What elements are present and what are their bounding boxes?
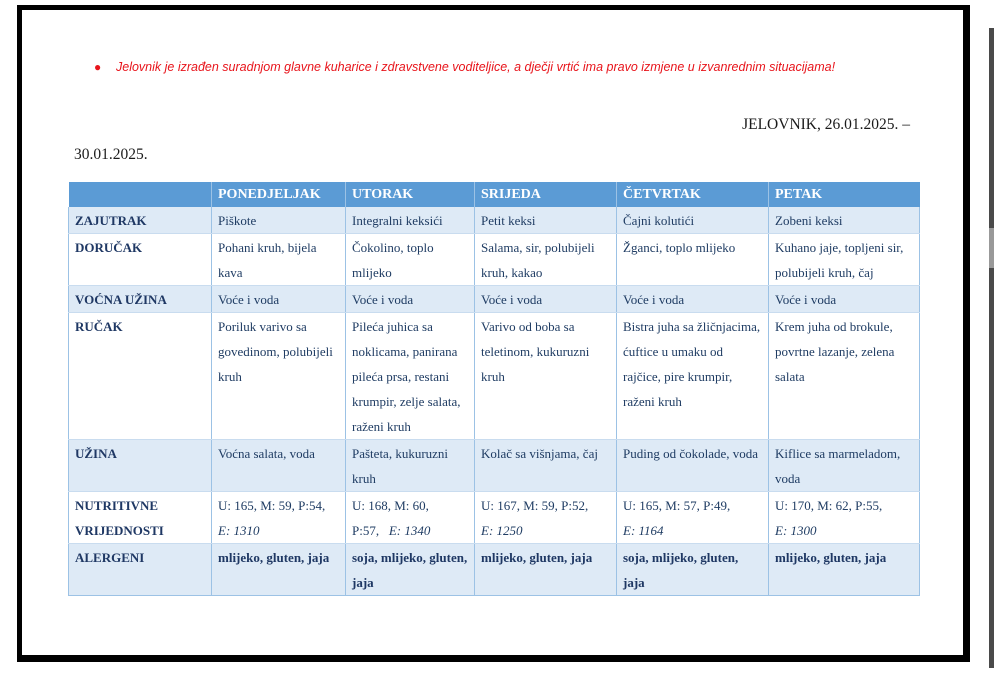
table-cell: Varivo od boba sa teletinom, kukuruzni kruh bbox=[475, 313, 617, 440]
table-row-nutritivne bbox=[69, 492, 920, 544]
nutrient-values: U: 165, M: 59, P:54, bbox=[218, 498, 326, 513]
notice-bullet bbox=[78, 58, 878, 76]
table-cell: Kolač sa višnjama, čaj bbox=[475, 440, 617, 492]
table-cell: Žganci, toplo mlijeko bbox=[617, 234, 769, 286]
window-edge bbox=[989, 28, 994, 668]
row-label: VOĆNA UŽINA bbox=[69, 286, 212, 313]
table-cell: soja, mlijeko, gluten, jaja bbox=[346, 544, 475, 596]
table-cell: mlijeko, gluten, jaja bbox=[475, 544, 617, 596]
table-row-alergeni bbox=[69, 544, 920, 596]
table-cell: Voće i voda bbox=[769, 286, 920, 313]
table-cell: Kuhano jaje, topljeni sir, polubijeli kruh, čaj bbox=[769, 234, 920, 286]
table-row-uzina bbox=[69, 440, 920, 492]
row-label: ALERGENI bbox=[69, 544, 212, 596]
table-row-vocna-uzina bbox=[69, 286, 920, 313]
table-row-rucak bbox=[69, 313, 920, 440]
table-cell: Čokolino, toplo mlijeko bbox=[346, 234, 475, 286]
table-cell: Voće i voda bbox=[346, 286, 475, 313]
table-cell: Petit keksi bbox=[475, 207, 617, 234]
scrollbar-thumb[interactable] bbox=[989, 228, 994, 268]
table-cell: Voće i voda bbox=[617, 286, 769, 313]
table-cell bbox=[769, 492, 920, 544]
table-cell bbox=[475, 492, 617, 544]
table-row-dorucak bbox=[69, 234, 920, 286]
energy-value: E: 1310 bbox=[218, 523, 260, 538]
table-cell: Piškote bbox=[212, 207, 346, 234]
notice-text: Jelovnik je izrađen suradnjom glavne kuharice i zdravstvene voditeljice, a dječji vrtić ima pravo izmjene u izvanrednim situacijama! bbox=[116, 60, 836, 74]
table-cell bbox=[212, 492, 346, 544]
table-cell bbox=[346, 492, 475, 544]
header-tuesday: UTORAK bbox=[346, 182, 475, 207]
table-cell: Pohani kruh, bijela kava bbox=[212, 234, 346, 286]
menu-title-line1: JELOVNIK, 26.01.2025. – bbox=[742, 116, 910, 133]
table-cell: mlijeko, gluten, jaja bbox=[212, 544, 346, 596]
nutrient-values: U: 168, M: 60, P:57, bbox=[352, 498, 429, 538]
header-wednesday: SRIJEDA bbox=[475, 182, 617, 207]
table-cell: Pašteta, kukuruzni kruh bbox=[346, 440, 475, 492]
table-row-zajutrak bbox=[69, 207, 920, 234]
energy-value: E: 1340 bbox=[388, 523, 431, 538]
table-cell: Voće i voda bbox=[475, 286, 617, 313]
row-label-line2: VRIJEDNOSTI bbox=[75, 523, 164, 538]
bullet-icon: ● bbox=[94, 60, 102, 74]
table-cell: Krem juha od brokule, povrtne lazanje, zelena salata bbox=[769, 313, 920, 440]
table-cell bbox=[617, 492, 769, 544]
table-cell: Puding od čokolade, voda bbox=[617, 440, 769, 492]
row-label-line1: NUTRITIVNE bbox=[75, 498, 159, 513]
header-empty bbox=[69, 182, 212, 207]
table-cell: Kiflice sa marmeladom, voda bbox=[769, 440, 920, 492]
table-cell: soja, mlijeko, gluten, jaja bbox=[617, 544, 769, 596]
table-cell: mlijeko, gluten, jaja bbox=[769, 544, 920, 596]
energy-value: E: 1250 bbox=[481, 523, 523, 538]
header-thursday: ČETVRTAK bbox=[617, 182, 769, 207]
table-cell: Zobeni keksi bbox=[769, 207, 920, 234]
energy-value: E: 1164 bbox=[623, 523, 664, 538]
table-cell: Pileća juhica sa noklicama, panirana pileća prsa, restani krumpir, zelje salata, raženi kruh bbox=[346, 313, 475, 440]
menu-table bbox=[68, 182, 920, 596]
nutrient-values: U: 165, M: 57, P:49, bbox=[623, 498, 731, 513]
row-label: RUČAK bbox=[69, 313, 212, 440]
table-cell: Čajni kolutići bbox=[617, 207, 769, 234]
table-header-row bbox=[69, 182, 920, 207]
table-cell: Voće i voda bbox=[212, 286, 346, 313]
row-label: ZAJUTRAK bbox=[69, 207, 212, 234]
table-cell: Voćna salata, voda bbox=[212, 440, 346, 492]
table-cell: Poriluk varivo sa govedinom, polubijeli kruh bbox=[212, 313, 346, 440]
table-cell: Bistra juha sa žličnjacima, ćuftice u umaku od rajčice, pire krumpir, raženi kruh bbox=[617, 313, 769, 440]
table-cell: Integralni keksići bbox=[346, 207, 475, 234]
table-cell: Salama, sir, polubijeli kruh, kakao bbox=[475, 234, 617, 286]
nutrient-values: U: 167, M: 59, P:52, bbox=[481, 498, 589, 513]
energy-value: E: 1300 bbox=[775, 523, 817, 538]
menu-title-line2: 30.01.2025. bbox=[74, 146, 148, 163]
row-label: UŽINA bbox=[69, 440, 212, 492]
nutrient-values: U: 170, M: 62, P:55, bbox=[775, 498, 883, 513]
row-label: DORUČAK bbox=[69, 234, 212, 286]
header-friday: PETAK bbox=[769, 182, 920, 207]
header-monday: PONEDJELJAK bbox=[212, 182, 346, 207]
row-label bbox=[69, 492, 212, 544]
